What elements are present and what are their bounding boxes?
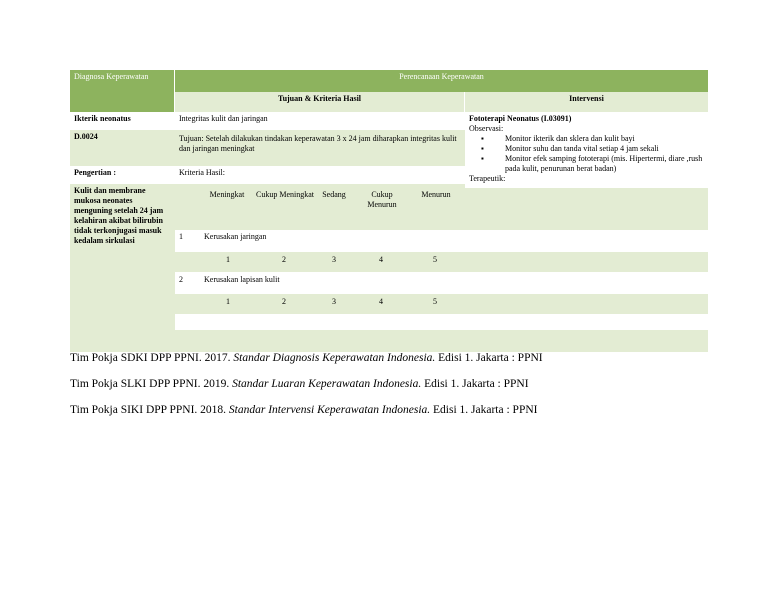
reference-siki: Tim Pokja SIKI DPP PPNI. 2018. Standar Intervensi Keperawatan Indonesia. Edisi 1. Jakarta : PPNI <box>70 404 538 416</box>
criterion-scores-row <box>175 252 708 272</box>
pengertian-text: Kulit dan membrane mukosa neonates menguning setelah 24 jam kelahiran akibat bilirubin tidak terkonjugasi masuk kedalam sirkulasi <box>70 184 175 352</box>
header-intervensi: Intervensi <box>465 92 708 112</box>
score: 1 <box>226 255 230 264</box>
header-diagnosa: Diagnosa Keperawatan <box>70 70 175 112</box>
score: 5 <box>433 255 437 264</box>
reference-slki: Tim Pokja SLKI DPP PPNI. 2019. Standar Luaran Keperawatan Indonesia. Edisi 1. Jakarta : PPNI <box>70 378 529 390</box>
observasi-item: ▪ Monitor efek samping fototerapi (mis. Hipertermi, diare ,rush pada kulit, penurunan berat badan) <box>505 154 704 174</box>
scale-header: Menurun <box>421 190 451 199</box>
scale-header: Cukup Meningkat <box>256 190 314 199</box>
observasi-label: Observasi: <box>469 124 504 133</box>
diagnosa-code: D.0024 <box>70 130 175 166</box>
criterion-number: 1 <box>179 232 183 241</box>
criterion-row <box>175 272 708 294</box>
tujuan-text: Tujuan: Setelah dilakukan tindakan keperawatan 3 x 24 jam diharapkan integritas kulit dan jaringan meningkat <box>175 130 465 166</box>
observasi-list <box>469 134 704 174</box>
score: 3 <box>332 255 336 264</box>
score: 2 <box>282 297 286 306</box>
observasi-item: ▪ Monitor suhu dan tanda vital setiap 4 jam sekali <box>505 144 704 154</box>
scale-header: Meningkat <box>209 190 245 199</box>
score: 3 <box>332 297 336 306</box>
header-tujuan: Tujuan & Kriteria Hasil <box>175 92 465 112</box>
score: 4 <box>379 255 383 264</box>
empty-row <box>175 314 708 330</box>
care-plan-table <box>70 70 708 352</box>
criterion-scores-row <box>175 294 708 314</box>
criterion-label: Kerusakan jaringan <box>204 232 267 241</box>
score: 1 <box>226 297 230 306</box>
scale-header: Cukup Menurun <box>367 190 397 209</box>
scale-header: Sedang <box>322 190 346 199</box>
score: 4 <box>379 297 383 306</box>
header-perencanaan: Perencanaan Keperawatan <box>175 70 708 92</box>
pengertian-label: Pengertian : <box>70 166 175 184</box>
references <box>70 352 710 430</box>
tujuan-label: Integritas kulit dan jaringan <box>175 112 465 130</box>
kriteria-label: Kriteria Hasil: <box>175 166 465 184</box>
criterion-row <box>175 230 708 252</box>
criterion-label: Kerusakan lapisan kulit <box>204 275 280 284</box>
score: 5 <box>433 297 437 306</box>
diagnosa-name: Ikterik neonatus <box>70 112 175 130</box>
score: 2 <box>282 255 286 264</box>
intervensi-cell <box>465 112 708 188</box>
intervensi-title: Fototerapi Neonatus (I.03091) <box>469 114 572 123</box>
observasi-item: ▪ Monitor ikterik dan sklera dan kulit bayi <box>505 134 704 144</box>
reference-sdki: Tim Pokja SDKI DPP PPNI. 2017. Standar Diagnosis Keperawatan Indonesia. Edisi 1. Jakarta : PPNI <box>70 352 543 364</box>
empty-row <box>175 330 708 352</box>
terapeutik-cut: Terapeutik: <box>469 174 506 183</box>
criterion-number: 2 <box>179 275 183 284</box>
